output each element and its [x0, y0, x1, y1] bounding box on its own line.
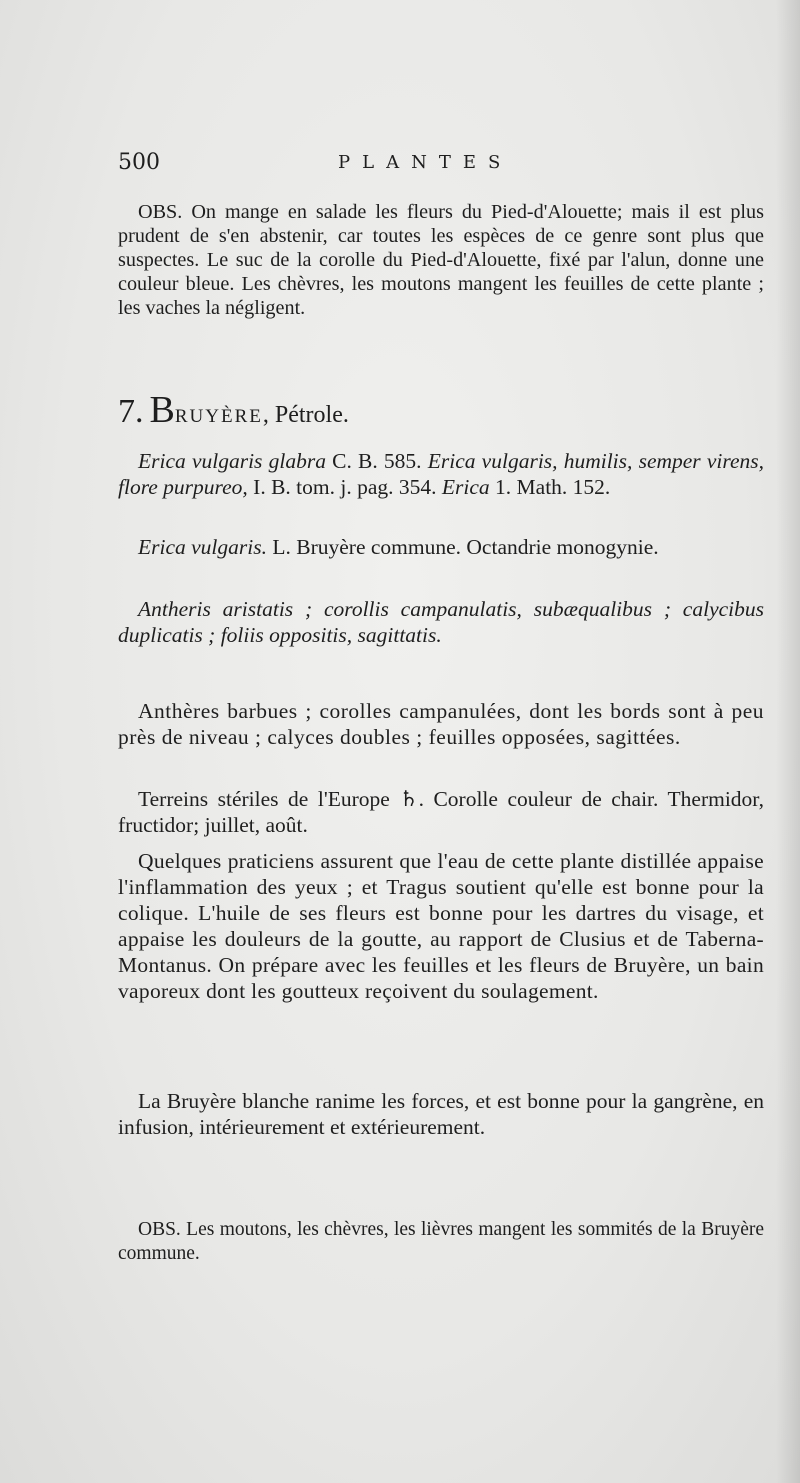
entry-heading: [118, 388, 349, 432]
linnaeus-paragraph: [118, 534, 764, 560]
white-heath-paragraph: La Bruyère blanche ranime les forces, et est bonne pour la gangrène, en infusion, intérieurement et extérieurement.: [118, 1089, 764, 1139]
entry-number: 7.: [118, 393, 144, 430]
synonym-ref-a: C. B. 585.: [325, 449, 428, 473]
page-edge-shadow: [776, 0, 800, 1483]
synonym-italic-b: Erica vulgaris, humilis, semper virens, flore purpureo,: [118, 449, 764, 499]
synonym-ref-b: I. B. tom. j. pag. 354.: [247, 475, 442, 499]
synonym-ref-c: 1. Math. 152.: [489, 475, 611, 499]
latin-description: Antheris aristatis ; corollis campanulatis, subæqualibus ; calycibus duplicatis ; foliis oppositis, sagittatis.: [118, 597, 764, 647]
page-header: [118, 150, 758, 180]
entry-name-rest: RUYÈRE: [174, 406, 263, 427]
running-head: PLANTES: [338, 152, 513, 173]
linnaeus-name: Erica vulgaris.: [138, 535, 267, 559]
synonym-italic-c: Erica: [441, 475, 490, 499]
synonyms-paragraph: [118, 448, 764, 500]
entry-name-suffix: , Pétrole.: [262, 402, 349, 428]
entry-name-initial: B: [149, 389, 175, 431]
uses-paragraph: Quelques praticiens assurent que l'eau de cette plante distillée appaise l'inflammation des yeux ; et Tragus soutient qu'elle est bonne pour la colique. L'huile de ses fleurs est bonne pour les dartres du visage, et appaise les douleurs de la goutte, au rapport de Clusius et de Taberna-Montanus. On prépare avec les feuilles et les fleurs de Bruyère, un bain vaporeux dont les goutteux reçoivent du soulagement.: [118, 849, 764, 1003]
french-description: Anthères barbues ; corolles campanulées, dont les bords sont à peu près de niveau ; calyces doubles ; feuilles opposées, sagittées.: [118, 699, 764, 749]
obs-paragraph-bottom: OBS. Les moutons, les chèvres, les lièvres mangent les sommités de la Bruyère commune.: [118, 1219, 764, 1264]
synonym-italic-a: Erica vulgaris glabra: [138, 449, 326, 473]
obs-paragraph-top: OBS. On mange en salade les fleurs du Pied-d'Alouette; mais il est plus prudent de s'en abstenir, car toutes les espèces de ce genre sont plus que suspectes. Le suc de la corolle du Pied-d'Alouette, fixé par l'alun, donne une couleur bleue. Les chèvres, les moutons mangent les feuilles de cette plante ; les vaches la négligent.: [118, 201, 764, 319]
page-number: 500: [118, 150, 160, 175]
habitat-paragraph: Terreins stériles de l'Europe ♄. Corolle couleur de chair. Thermidor, fructidor; juillet, août.: [118, 787, 764, 837]
linnaeus-text: L. Bruyère commune. Octandrie monogynie.: [267, 535, 659, 559]
